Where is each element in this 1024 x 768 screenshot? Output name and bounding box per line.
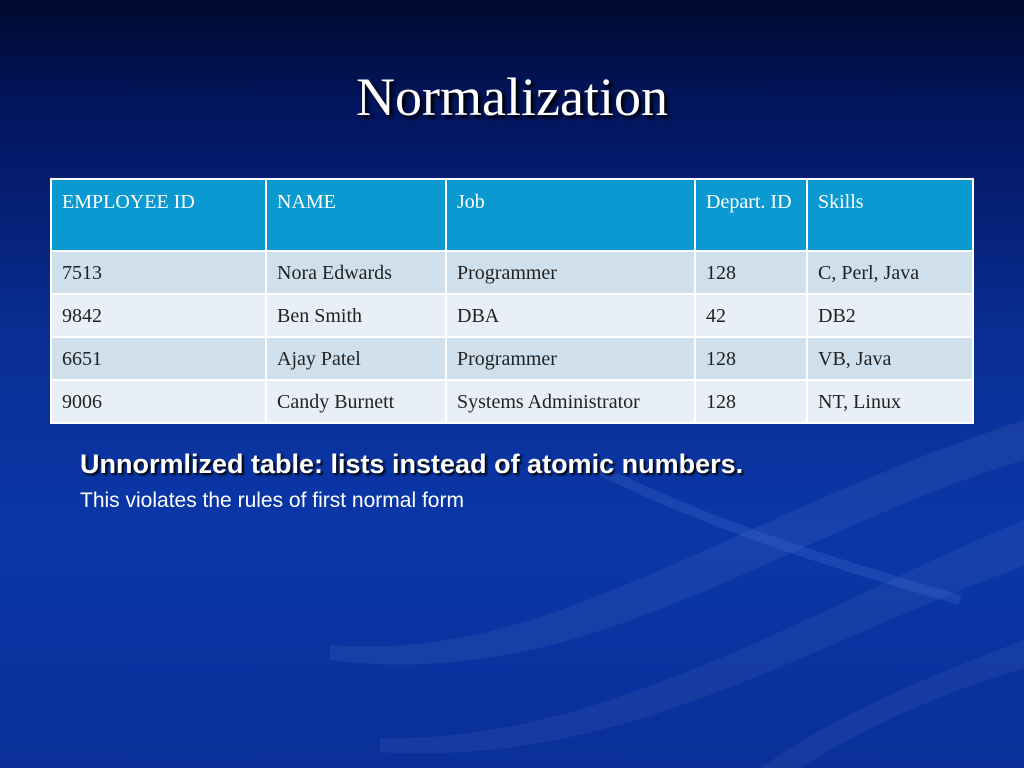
slide-title: Normalization xyxy=(356,67,668,127)
slide-subtext: This violates the rules of first normal form xyxy=(80,489,464,512)
cell-depart-id: 128 xyxy=(695,380,807,423)
cell-job: Programmer xyxy=(446,337,695,380)
cell-depart-id: 42 xyxy=(695,294,807,337)
cell-name: Ben Smith xyxy=(266,294,446,337)
cell-employee-id: 6651 xyxy=(51,337,266,380)
employee-table xyxy=(50,178,974,424)
column-header-skills: Skills xyxy=(807,179,973,251)
cell-skills: NT, Linux xyxy=(807,380,973,423)
table-header-row xyxy=(51,179,973,251)
table-row xyxy=(51,251,973,294)
cell-job: Programmer xyxy=(446,251,695,294)
cell-name: Candy Burnett xyxy=(266,380,446,423)
table-row xyxy=(51,294,973,337)
cell-name: Nora Edwards xyxy=(266,251,446,294)
cell-skills: DB2 xyxy=(807,294,973,337)
column-header-job: Job xyxy=(446,179,695,251)
column-header-depart-id: Depart. ID xyxy=(695,179,807,251)
cell-skills: VB, Java xyxy=(807,337,973,380)
slide-heading: Unnormlized table: lists instead of atomic numbers. xyxy=(80,449,744,479)
cell-skills: C, Perl, Java xyxy=(807,251,973,294)
cell-depart-id: 128 xyxy=(695,337,807,380)
cell-employee-id: 7513 xyxy=(51,251,266,294)
cell-employee-id: 9842 xyxy=(51,294,266,337)
cell-depart-id: 128 xyxy=(695,251,807,294)
cell-employee-id: 9006 xyxy=(51,380,266,423)
cell-name: Ajay Patel xyxy=(266,337,446,380)
column-header-employee-id: EMPLOYEE ID xyxy=(51,179,266,251)
cell-job: DBA xyxy=(446,294,695,337)
table-row xyxy=(51,380,973,423)
column-header-name: NAME xyxy=(266,179,446,251)
table-row xyxy=(51,337,973,380)
cell-job: Systems Administrator xyxy=(446,380,695,423)
